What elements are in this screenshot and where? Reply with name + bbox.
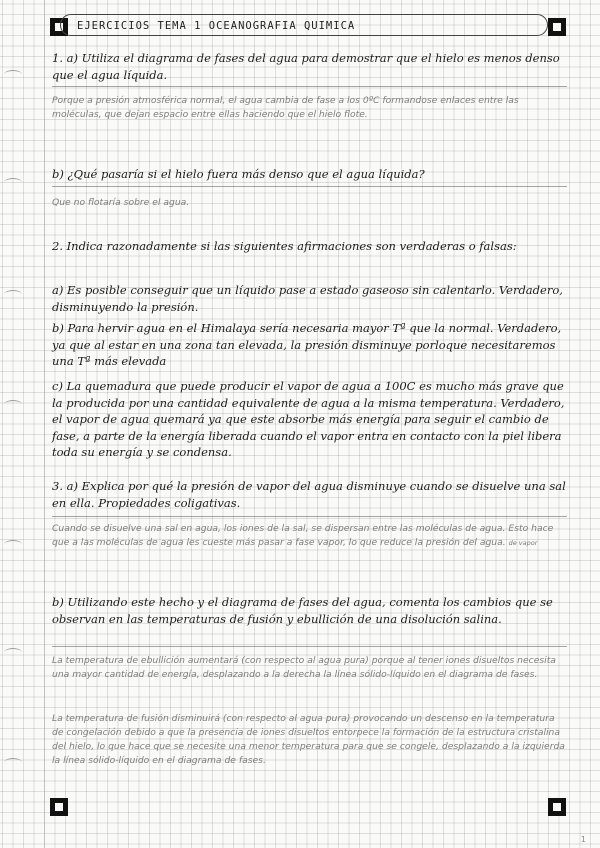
page-number: 1 <box>580 835 586 844</box>
binder-hole <box>4 400 22 409</box>
answer-3a-text: Cuando se disuelve una sal en agua, los iones de la sal, se dispersan entre las moléculas de agua. Esto hace que a las moléculas de agua les cueste más pasar a fase vapor, lo que reduce la presión del agua. <box>52 523 554 548</box>
corner-marker-icon <box>50 798 68 816</box>
answer-1b: Que no flotaría sobre el agua. <box>52 197 190 208</box>
corner-marker-icon <box>548 798 566 816</box>
margin-line <box>44 0 45 848</box>
answer-3b-part2: La temperatura de fusión disminuirá (con respecto al agua pura) provocando un descenso en la temperatura de congelación debido a que la presencia de iones disueltos entorpece la formación de la estructura cristalina del hielo, lo que hace que se necesite una menor temperatura para que se congele, desplazando a la izquierda la línea sólido-líquido en el diagrama de fases. <box>52 713 565 766</box>
binder-hole <box>4 290 22 299</box>
divider <box>52 86 567 87</box>
binder-hole <box>4 758 22 767</box>
divider <box>52 516 567 517</box>
question-3b: b) Utilizando este hecho y el diagrama de fases del agua, comenta los cambios que se observan en las temperaturas de fusión y ebullición de una disolución salina. <box>52 595 553 626</box>
question-2: 2. Indica razonadamente si las siguientes afirmaciones son verdaderas o falsas: <box>52 239 517 253</box>
question-1b: b) ¿Qué pasaría si el hielo fuera más denso que el agua líquida? <box>52 167 425 181</box>
question-2c: c) La quemadura que puede producir el vapor de agua a 100C es mucho más grave que la producida por una cantidad equivalente de agua a la misma temperatura. Verdadero, el vapor de agua quemará ya que este absorbe más energía para seguir el cambio de fase, a parte de la energía liberada cuando el vapor entra en contacto con la piel libera toda su energía y se condensa. <box>52 379 565 459</box>
corner-marker-icon <box>548 18 566 36</box>
question-1a: 1. a) Utiliza el diagrama de fases del agua para demostrar que el hielo es menos denso que el agua líquida. <box>52 51 560 82</box>
binder-hole <box>4 648 22 657</box>
binder-hole <box>4 70 22 79</box>
question-2b: b) Para hervir agua en el Himalaya sería necesaria mayor Tª que la normal. Verdadero, ya que al estar en una zona tan elevada, la presión disminuye porloque necesitaremos una Tª más elevada <box>52 321 562 368</box>
answer-1a: Porque a presión atmosférica normal, el agua cambia de fase a los 0ºC formandose enlaces entre las moléculas, que dejan espacio entre ellas haciendo que el hielo flote. <box>52 95 519 120</box>
answer-3a-note: de vapor <box>508 539 538 547</box>
answer-3b-part1: La temperatura de ebullición aumentará (con respecto al agua pura) porque al tener iones disueltos necesita una mayor cantidad de energía, desplazando a la derecha la línea sólido-líquido en el diagrama de fases. <box>52 655 556 680</box>
binder-hole <box>4 540 22 549</box>
question-3a: 3. a) Explica por qué la presión de vapor del agua disminuye cuando se disuelve una sal en ella. Propiedades coligativas. <box>52 479 566 510</box>
binder-hole <box>4 178 22 187</box>
answer-3a <box>52 522 567 550</box>
divider <box>52 646 567 647</box>
page-title: EJERCICIOS TEMA 1 OCEANOGRAFIA QUIMICA <box>60 14 548 36</box>
divider <box>52 186 567 187</box>
question-2a: a) Es posible conseguir que un líquido pase a estado gaseoso sin calentarlo. Verdadero, disminuyendo la presión. <box>52 283 563 314</box>
